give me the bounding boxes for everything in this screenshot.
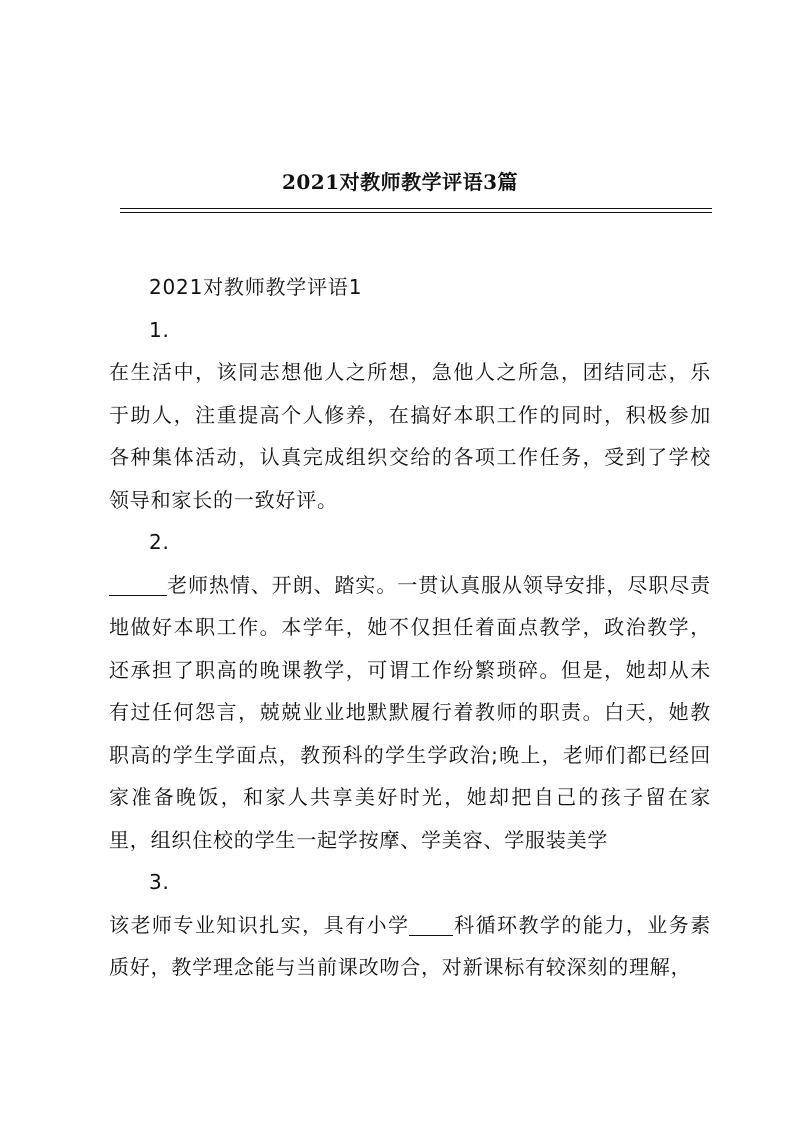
document-body (109, 266, 711, 989)
document-title: 2021对教师教学评语3篇 (281, 170, 519, 194)
title-double-rule (120, 208, 712, 213)
item-text-3-before: 该老师专业知识扎实，具有小学 (109, 912, 410, 937)
item-number-1: 1. (149, 317, 170, 342)
item-paragraph-3 (109, 904, 711, 989)
item-number-2: 2. (149, 530, 170, 554)
fill-in-blank (109, 571, 167, 596)
item-text-2: 老师热情、开朗、踏实。一贯认真服从领导安排，尽职尽责地做好本职工作。本学年，她不仅担任着面点教学，政治教学，还承担了职高的晚课教学，可谓工作纷繁琐碎。但是，她却从未有过任何怨言，兢兢业业地默默履行着教师的职责。白天，她教职高的学生学面点，教预科的学生学政治;晚上，老师们都已经回家准备晚饭，和家人共享美好时光，她却把自己的孩子留在家里，组织住校的学生一起学按摩、学美容、学服装美学 (109, 572, 711, 852)
item-text-1: 在生活中，该同志想他人之所想，急他人之所急，团结同志，乐于助人，注重提高个人修养，在搞好本职工作的同时，积极参加各种集体活动，认真完成组织交给的各项工作任务，受到了学校领导和家长的一致好评。 (109, 360, 711, 512)
item-paragraph-2 (109, 564, 711, 862)
fill-in-blank (409, 911, 453, 936)
item-number-3: 3. (149, 870, 170, 894)
item-text-3-after: 科循环教学的能力，业务素质好，教学理念能与当前课改吻合，对新课标有较深刻的理解， (109, 912, 712, 979)
section-heading: 2021对教师教学评语1 (149, 275, 363, 299)
